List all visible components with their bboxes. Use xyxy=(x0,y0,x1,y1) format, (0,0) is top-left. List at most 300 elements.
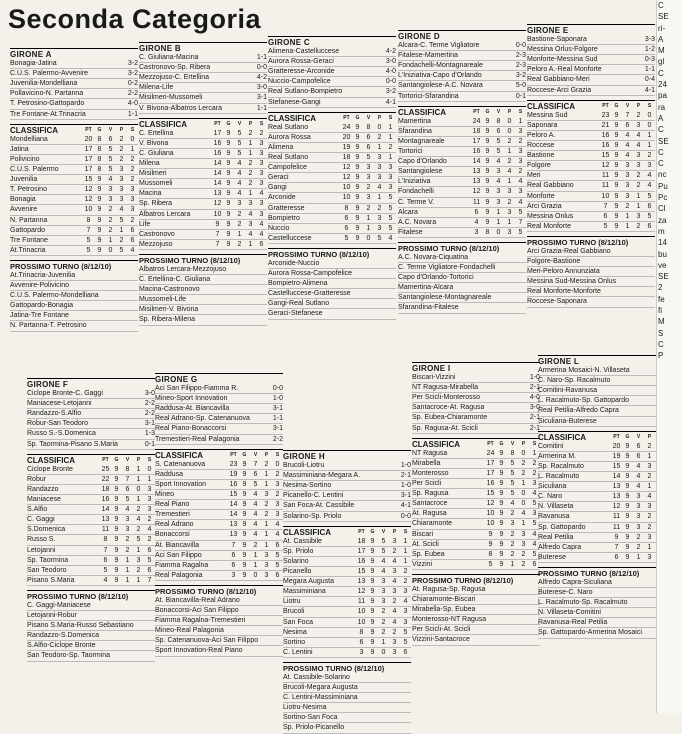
classifica-title: CLASSIFICA xyxy=(139,119,187,129)
column-header: PT xyxy=(85,126,92,133)
stat-value: 19 xyxy=(229,470,238,478)
column-header: S xyxy=(130,126,135,133)
team-name: Gangi xyxy=(268,184,287,192)
standings-row xyxy=(139,149,267,159)
column-header: P xyxy=(264,451,269,458)
stat-value: 1 xyxy=(518,117,523,125)
match-score: 2-2 xyxy=(272,435,283,443)
stat-value: 2 xyxy=(507,158,512,166)
team-name: Milena xyxy=(139,160,160,168)
standings-row xyxy=(268,234,396,244)
stat-value: 6 xyxy=(532,560,537,568)
next-match: Meri-Peloro Annunziata xyxy=(527,267,655,277)
standings-row xyxy=(27,525,155,535)
match-teams: Russo S.-S.Domenica xyxy=(27,430,96,438)
match-score: 3-2 xyxy=(127,70,138,78)
stat-value: 8 xyxy=(103,536,108,544)
edge-text-fragment: C xyxy=(658,1,664,10)
column-header: V xyxy=(636,433,641,440)
result-row xyxy=(412,424,540,434)
stat-value: 24 xyxy=(486,449,495,457)
stat-value: 10 xyxy=(213,210,222,218)
match-teams: Nuccio-Campofelice xyxy=(268,78,331,86)
stat-value: 4 xyxy=(647,182,652,190)
stat-value: 1 xyxy=(136,576,141,584)
stat-value: 2 xyxy=(147,536,152,544)
stat-value: 9 xyxy=(485,148,490,156)
stat-value: 12 xyxy=(357,588,366,596)
stat-value: 1 xyxy=(264,531,269,539)
next-match: Mineo-Real Palagonia xyxy=(155,626,283,636)
team-name: Liotru xyxy=(283,598,301,606)
classifica-title: CLASSIFICA xyxy=(412,439,460,449)
stat-value: 3 xyxy=(510,520,515,528)
stat-value: 13 xyxy=(101,516,110,524)
team-name: A.C. Novara xyxy=(398,218,437,226)
stat-value: 9 xyxy=(242,551,247,559)
stat-value: 4 xyxy=(377,184,382,192)
next-match: N. Partanna-T. Petrosino xyxy=(10,321,138,331)
stat-value: 3 xyxy=(636,162,641,170)
stat-value: 1 xyxy=(248,139,253,147)
team-name: S.Domenica xyxy=(27,526,66,534)
next-match: Alfredo Capra-Siculiana xyxy=(538,578,666,588)
match-teams: Mineo-Sport Innovation xyxy=(155,395,228,403)
stat-value: 2 xyxy=(275,491,280,499)
stat-value: 16 xyxy=(601,131,610,139)
team-name: C. Naro xyxy=(538,493,563,501)
stat-value: 5 xyxy=(388,194,393,202)
stat-value: 3 xyxy=(647,553,652,561)
stat-value: 5 xyxy=(108,155,113,163)
team-name: Sfarandina xyxy=(398,127,432,135)
stat-value: 4 xyxy=(636,483,641,491)
stat-value: 4 xyxy=(237,180,242,188)
stat-value: 9 xyxy=(355,133,360,141)
team-name: Bastione xyxy=(527,152,555,160)
standings-row xyxy=(10,155,138,165)
result-row xyxy=(10,99,138,109)
standings-row xyxy=(268,173,396,183)
stat-value: 9 xyxy=(370,648,375,656)
stat-value: 4 xyxy=(388,234,393,242)
stat-value: 4 xyxy=(636,142,641,150)
team-name: Mirabella xyxy=(412,459,441,467)
stat-value: 6 xyxy=(403,648,408,656)
stat-value: 2 xyxy=(130,216,135,224)
stat-value: 8 xyxy=(125,465,130,473)
stat-value: 3 xyxy=(403,608,408,616)
match-score: 2-2 xyxy=(127,90,138,98)
match-score: 4-0 xyxy=(529,394,540,402)
stat-value: 4 xyxy=(259,230,264,238)
team-name: Fiamma Ragalna xyxy=(155,561,209,569)
stat-value: 3 xyxy=(625,182,630,190)
stat-value: 25 xyxy=(101,465,110,473)
match-teams: Sp. Ragusa-At. Scicli xyxy=(412,424,478,432)
next-match: Aurora Rossa-Campofelice xyxy=(268,269,396,279)
standings-row xyxy=(27,546,155,556)
column-header: PT xyxy=(230,451,237,458)
stat-value: 5 xyxy=(388,214,393,222)
column-header: PT xyxy=(602,102,609,109)
stat-value: 8 xyxy=(366,123,371,131)
stat-value: 2 xyxy=(237,210,242,218)
match-teams: Bastione-Saponara xyxy=(527,36,587,44)
team-name: C.U.S. Palermo xyxy=(10,166,59,174)
team-name: At.Trinacria xyxy=(10,246,46,254)
match-teams: Robur-San Teodoro xyxy=(27,420,88,428)
stat-value: 4 xyxy=(625,142,630,150)
stat-value: 5 xyxy=(103,566,108,574)
team-name: Mondelliana xyxy=(10,135,48,143)
standings-row xyxy=(268,193,396,203)
stat-value: 9 xyxy=(485,117,490,125)
stat-value: 3 xyxy=(147,485,152,493)
result-row xyxy=(155,424,283,434)
stat-value: 4 xyxy=(381,557,386,565)
team-name: Per Scicli xyxy=(412,480,442,488)
column-header: V xyxy=(237,120,242,127)
stat-value: 5 xyxy=(381,537,386,545)
stat-value: 5 xyxy=(125,496,130,504)
stat-value: 4 xyxy=(248,210,253,218)
standings-row xyxy=(412,560,540,570)
match-score: 1-1 xyxy=(127,110,138,118)
girone-title: GIRONE E xyxy=(527,24,655,35)
stat-value: 11 xyxy=(601,182,610,190)
stat-value: 8 xyxy=(359,628,364,636)
standings-row xyxy=(538,492,666,502)
stat-value: 5 xyxy=(366,154,371,162)
stat-value: 6 xyxy=(147,566,152,574)
team-name: Real Monforte xyxy=(527,222,571,230)
stat-value: 9 xyxy=(242,491,247,499)
stat-value: 9 xyxy=(226,180,231,188)
next-match: At.Trinacria-Juvenilia xyxy=(10,271,138,281)
stat-value: 9 xyxy=(614,192,619,200)
match-teams: Alcara-C. Terme Vigliatore xyxy=(398,42,480,50)
standings-row xyxy=(527,202,655,212)
stat-value: 5 xyxy=(488,560,493,568)
result-row xyxy=(10,69,138,79)
team-name: Sp. Racalmuto xyxy=(538,462,584,470)
girone-title: GIRONE C xyxy=(268,36,396,47)
stat-value: 20 xyxy=(84,135,93,143)
stat-value: 6 xyxy=(496,127,501,135)
stat-value: 2 xyxy=(636,111,641,119)
stat-value: 7 xyxy=(86,226,91,234)
standings-row xyxy=(27,515,155,525)
stat-value: 1 xyxy=(636,192,641,200)
stat-value: 5 xyxy=(108,145,113,153)
team-name: Castelluccese xyxy=(268,234,312,242)
stat-value: 5 xyxy=(532,520,537,528)
stat-value: 3 xyxy=(259,170,264,178)
team-name: Maniacese xyxy=(27,496,61,504)
next-match: Messina Sud-Messina Onlus xyxy=(527,277,655,287)
column-header: S xyxy=(647,102,652,109)
stat-value: 9 xyxy=(625,462,630,470)
team-name: Massiminiana xyxy=(283,588,326,596)
match-teams: Comitini-Ravanusa xyxy=(538,387,598,395)
stat-value: 9 xyxy=(226,220,231,228)
match-score: 0-1 xyxy=(515,92,526,100)
team-name: N. Villaseta xyxy=(538,503,574,511)
classifica-header xyxy=(538,431,666,442)
stat-value: 3 xyxy=(259,200,264,208)
classifica-header xyxy=(139,118,267,129)
next-match: C. Ertellina-C. Giuliana xyxy=(139,275,267,285)
stat-value: 2 xyxy=(248,160,253,168)
standings-row xyxy=(527,111,655,121)
stat-value: 3 xyxy=(636,513,641,521)
stat-value: 2 xyxy=(510,550,515,558)
standings-row xyxy=(283,628,411,638)
stat-value: 6 xyxy=(108,135,113,143)
standings-row xyxy=(398,137,526,147)
standings-row xyxy=(10,135,138,145)
team-name: T. Petrosino xyxy=(10,186,47,194)
stat-value: 5 xyxy=(147,556,152,564)
girone-title: GIRONE F xyxy=(27,378,155,389)
column-header: P xyxy=(507,108,512,115)
stat-value: 5 xyxy=(119,246,124,254)
stat-value: 3 xyxy=(275,501,280,509)
team-name: Arconide xyxy=(268,194,296,202)
stat-value: 1 xyxy=(388,133,393,141)
stat-value: 1 xyxy=(147,475,152,483)
match-teams: Sp. Taormina-Pisano S.Maria xyxy=(27,440,118,448)
edge-text-fragment: ve xyxy=(658,260,667,270)
stat-value: 9 xyxy=(370,588,375,596)
stat-value: 1 xyxy=(496,218,501,226)
team-name: Letojanni xyxy=(27,546,56,554)
stat-value: 3 xyxy=(125,516,130,524)
stat-value: 9 xyxy=(355,224,360,232)
stat-value: 6 xyxy=(614,553,619,561)
stat-value: 6 xyxy=(103,556,108,564)
stat-value: 4 xyxy=(496,178,501,186)
team-name: Castronovo xyxy=(139,230,175,238)
column-header: P xyxy=(248,120,253,127)
stat-value: 9 xyxy=(242,480,247,488)
stat-value: 3 xyxy=(636,212,641,220)
stat-value: 4 xyxy=(237,190,242,198)
stat-value: 2 xyxy=(108,216,113,224)
team-name: Montagnareale xyxy=(398,137,445,145)
stat-value: 9 xyxy=(97,206,102,214)
stat-value: 4 xyxy=(647,172,652,180)
edge-text-fragment: pa xyxy=(658,91,667,101)
stat-value: 4 xyxy=(403,598,408,606)
match-teams: Pollavicino-N. Partanna xyxy=(10,90,84,98)
next-match: Geraci-Stefanese xyxy=(268,309,396,319)
stat-value: 9 xyxy=(370,598,375,606)
stat-value: 2 xyxy=(636,182,641,190)
stat-value: 1 xyxy=(119,226,124,234)
stat-value: 3 xyxy=(403,618,408,626)
stat-value: 11 xyxy=(101,526,110,534)
stat-value: 2 xyxy=(147,516,152,524)
classifica-column-headers xyxy=(228,451,283,460)
stat-value: 2 xyxy=(647,513,652,521)
team-name: Santangiolese xyxy=(398,168,443,176)
standings-row xyxy=(527,151,655,161)
standings-row xyxy=(155,460,283,470)
stat-value: 9 xyxy=(614,131,619,139)
stat-value: 1 xyxy=(253,561,258,569)
stat-value: 12 xyxy=(486,500,495,508)
team-name: Buterese xyxy=(538,553,567,561)
next-match: Letojanni-Robur xyxy=(27,611,155,621)
stat-value: 3 xyxy=(647,533,652,541)
stat-value: 3 xyxy=(403,588,408,596)
stat-value: 8 xyxy=(344,204,349,212)
stat-value: 2 xyxy=(636,543,641,551)
next-round-title: PROSSIMO TURNO (8/12/10) xyxy=(527,236,655,247)
stat-value: 6 xyxy=(130,236,135,244)
team-name: Sport Innovation xyxy=(155,480,206,488)
stat-value: 3 xyxy=(119,196,124,204)
classifica-title: CLASSIFICA xyxy=(283,527,331,537)
stat-value: 1 xyxy=(403,537,408,545)
stat-value: 4 xyxy=(147,526,152,534)
result-row xyxy=(398,51,526,61)
girone-block xyxy=(139,42,267,326)
team-name: Real Sutlano xyxy=(268,123,309,131)
result-row xyxy=(527,45,655,55)
next-match: Sp. Priolo-Picanello xyxy=(283,723,411,733)
stat-value: 13 xyxy=(612,493,621,501)
stat-value: 5 xyxy=(119,216,124,224)
stat-value: 8 xyxy=(510,449,515,457)
standings-row xyxy=(527,181,655,191)
stat-value: 0 xyxy=(521,500,526,508)
stat-value: 13 xyxy=(229,521,238,529)
match-score: 0-2 xyxy=(127,80,138,88)
standings-row xyxy=(527,161,655,171)
stat-value: 3 xyxy=(264,561,269,569)
stat-value: 16 xyxy=(601,142,610,150)
classifica-column-headers xyxy=(471,108,526,117)
stat-value: 3 xyxy=(259,210,264,218)
stat-value: 9 xyxy=(614,121,619,129)
result-row xyxy=(155,394,283,404)
stat-value: 9 xyxy=(499,469,504,477)
stat-value: 2 xyxy=(647,523,652,531)
stat-value: 3 xyxy=(647,162,652,170)
standings-row xyxy=(398,187,526,197)
stat-value: 0 xyxy=(275,460,280,468)
stat-value: 9 xyxy=(625,513,630,521)
match-teams: Nesima-Sortino xyxy=(283,482,332,490)
stat-value: 1 xyxy=(366,214,371,222)
match-teams: Real Adrano-Sp. Catenanuova xyxy=(155,415,250,423)
stat-value: 9 xyxy=(226,190,231,198)
stat-value: 14 xyxy=(213,160,222,168)
result-row xyxy=(538,376,666,386)
column-header: V xyxy=(366,114,371,121)
classifica-header xyxy=(398,106,526,117)
stat-value: 3 xyxy=(507,188,512,196)
team-name: Capo d'Orlando xyxy=(398,158,447,166)
stat-value: 9 xyxy=(215,220,220,228)
stat-value: 12 xyxy=(342,164,351,172)
result-row xyxy=(268,67,396,77)
stat-value: 3 xyxy=(636,152,641,160)
stat-value: 3 xyxy=(625,162,630,170)
edge-text-fragment: S xyxy=(658,328,664,338)
team-name: Vizzini xyxy=(412,560,433,568)
standings-row xyxy=(155,530,283,540)
classifica-header xyxy=(27,454,155,465)
next-match: Sport Innovation-Real Piano xyxy=(155,646,283,656)
stat-value: 2 xyxy=(518,137,523,145)
result-row xyxy=(27,419,155,429)
standings-row xyxy=(155,520,283,530)
stat-value: 2 xyxy=(636,172,641,180)
standings-row xyxy=(268,204,396,214)
column-header: S xyxy=(388,114,393,121)
team-name: At. Cassibile xyxy=(283,537,322,545)
next-match: Mirabella-Sp. Eubea xyxy=(412,605,540,615)
stat-value: 7 xyxy=(125,475,130,483)
stat-value: 14 xyxy=(213,180,222,188)
stat-value: 5 xyxy=(403,628,408,636)
stat-value: 9 xyxy=(355,214,360,222)
edge-text-fragment: gl xyxy=(658,57,665,67)
result-row xyxy=(139,104,267,114)
stat-value: 9 xyxy=(625,543,630,551)
team-name: Sp. Priolo xyxy=(283,547,314,555)
stat-value: 5 xyxy=(510,490,515,498)
next-match: C. Lentini-Massiminiana xyxy=(283,693,411,703)
stat-value: 2 xyxy=(130,155,135,163)
stat-value: 9 xyxy=(370,547,375,555)
team-name: V. Bivona xyxy=(139,139,169,147)
column-header: P xyxy=(119,126,124,133)
stat-value: 4 xyxy=(275,531,280,539)
stat-value: 1 xyxy=(625,212,630,220)
team-name: Jatina xyxy=(10,145,29,153)
team-name: Sp. Eubea xyxy=(412,550,445,558)
column-header: V xyxy=(510,440,515,447)
match-teams: Sp. Eubea-Chiaramonte xyxy=(412,414,488,422)
classifica-header xyxy=(268,112,396,123)
stat-value: 3 xyxy=(392,568,397,576)
standings-row xyxy=(283,648,411,658)
classifica-column-headers xyxy=(356,528,411,537)
edge-text-fragment: fi xyxy=(658,306,662,316)
stat-value: 3 xyxy=(518,148,523,156)
team-name: Gratteresse xyxy=(268,204,305,212)
match-score: 5-0 xyxy=(515,82,526,90)
result-row xyxy=(527,86,655,96)
stat-value: 9 xyxy=(485,208,490,216)
standings-row xyxy=(10,195,138,205)
stat-value: 2 xyxy=(518,168,523,176)
stat-value: 2 xyxy=(647,152,652,160)
stat-value: 15 xyxy=(84,176,93,184)
stat-value: 9 xyxy=(97,236,102,244)
result-row xyxy=(10,59,138,69)
stat-value: 8 xyxy=(496,117,501,125)
standings-row xyxy=(139,240,267,250)
match-teams: Real Petilia-Alfredo Capra xyxy=(538,407,619,415)
stat-value: 3 xyxy=(521,540,526,548)
stat-value: 8 xyxy=(488,550,493,558)
